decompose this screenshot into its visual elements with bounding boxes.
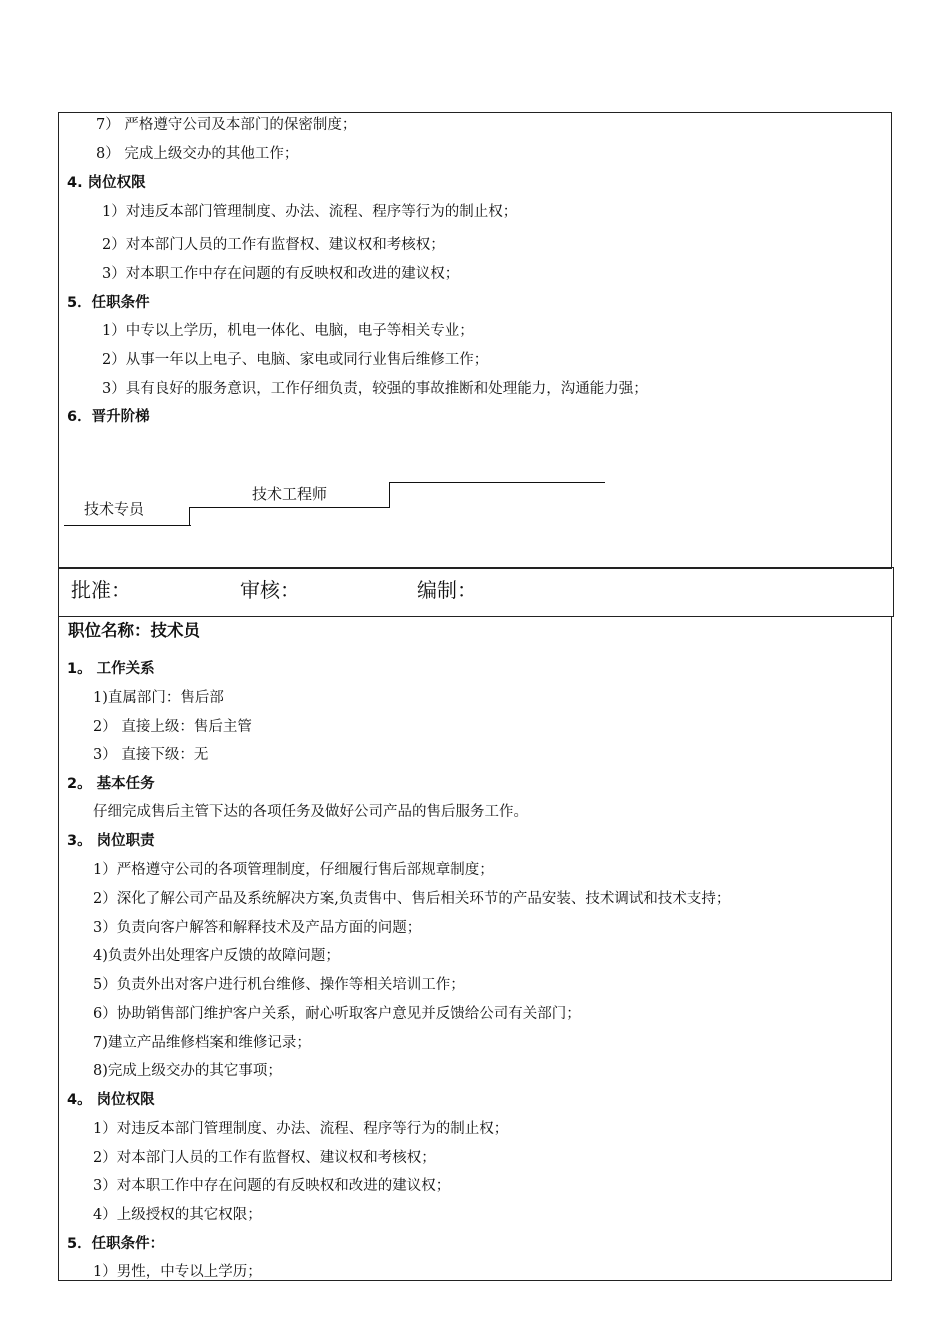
ladder-line xyxy=(189,507,389,508)
authority-item: 4）上级授权的其它权限； xyxy=(93,1207,262,1223)
authority-item: 1）对违反本部门管理制度、办法、流程、程序等行为的制止权； xyxy=(93,1121,509,1137)
duty-item: 4)负责外出处理客户反馈的故障问题； xyxy=(93,948,340,964)
authority-item: 2）对本部门人员的工作有监督权、建议权和考核权； xyxy=(102,237,445,253)
duty-item: 3）负责向客户解答和解释技术及产品方面的问题； xyxy=(93,920,422,936)
duty-item-8: 8） 完成上级交办的其他工作； xyxy=(96,146,299,162)
ladder-line xyxy=(389,482,390,508)
section-heading-relations: 1。 工作关系 xyxy=(67,661,155,677)
section-heading-duties: 3。 岗位职责 xyxy=(67,833,155,849)
review-label: 审核： xyxy=(240,578,300,602)
upper-section-frame xyxy=(58,112,892,569)
duty-item: 6）协助销售部门维护客户关系，耐心听取客户意见并反馈给公司有关部门； xyxy=(93,1006,581,1022)
duty-item-7: 7） 严格遵守公司及本部门的保密制度； xyxy=(96,117,357,133)
ladder-step-technical-engineer: 技术工程师 xyxy=(252,485,328,503)
approve-label: 批准： xyxy=(71,578,131,602)
qualification-item: 1）中专以上学历，机电一体化、电脑，电子等相关专业； xyxy=(102,323,474,339)
page-title: 职位名称：技术员 xyxy=(68,621,200,640)
section-heading-qualifications: 5．任职条件 xyxy=(67,295,150,311)
section-heading-tasks: 2。 基本任务 xyxy=(67,776,155,792)
duty-item: 1）严格遵守公司的各项管理制度，仔细履行售后部规章制度； xyxy=(93,862,494,878)
qualification-item: 2）从事一年以上电子、电脑、家电或同行业售后维修工作； xyxy=(102,352,489,368)
authority-item: 3）对本职工作中存在问题的有反映权和改进的建议权； xyxy=(93,1178,451,1194)
relation-item: 2） 直接上级：售后主管 xyxy=(93,719,252,735)
qualification-item: 3）具有良好的服务意识，工作仔细负责，较强的事故推断和处理能力，沟通能力强； xyxy=(102,381,648,397)
duty-item: 7)建立产品维修档案和维修记录； xyxy=(93,1035,311,1051)
section-heading-promotion: 6．晋升阶梯 xyxy=(67,409,150,425)
section-heading-authority: 4。 岗位权限 xyxy=(67,1092,155,1108)
duty-item: 8)完成上级交办的其它事项； xyxy=(93,1063,282,1079)
ladder-line xyxy=(64,525,191,526)
ladder-line xyxy=(389,482,605,483)
section-heading-authority: 4. 岗位权限 xyxy=(67,175,146,191)
relation-item: 1)直属部门：售后部 xyxy=(93,690,224,706)
relation-item: 3） 直接下级：无 xyxy=(93,747,209,763)
qualification-item: 1）男性，中专以上学历； xyxy=(93,1264,262,1280)
prepare-label: 编制： xyxy=(417,578,477,602)
duty-item: 5）负责外出对客户进行机台维修、操作等相关培训工作； xyxy=(93,977,465,993)
authority-item: 3）对本职工作中存在问题的有反映权和改进的建议权； xyxy=(102,266,460,282)
duty-item: 2）深化了解公司产品及系统解决方案,负责售中、售后相关环节的产品安装、技术调试和技术支持； xyxy=(93,891,731,907)
ladder-line xyxy=(189,507,190,526)
ladder-step-technical-specialist: 技术专员 xyxy=(84,500,145,518)
section-heading-qualifications: 5．任职条件： xyxy=(67,1236,165,1252)
task-text: 仔细完成售后主管下达的各项任务及做好公司产品的售后服务工作。 xyxy=(93,804,528,820)
authority-item: 1）对违反本部门管理制度、办法、流程、程序等行为的制止权； xyxy=(102,204,518,220)
authority-item: 2）对本部门人员的工作有监督权、建议权和考核权； xyxy=(93,1150,436,1166)
